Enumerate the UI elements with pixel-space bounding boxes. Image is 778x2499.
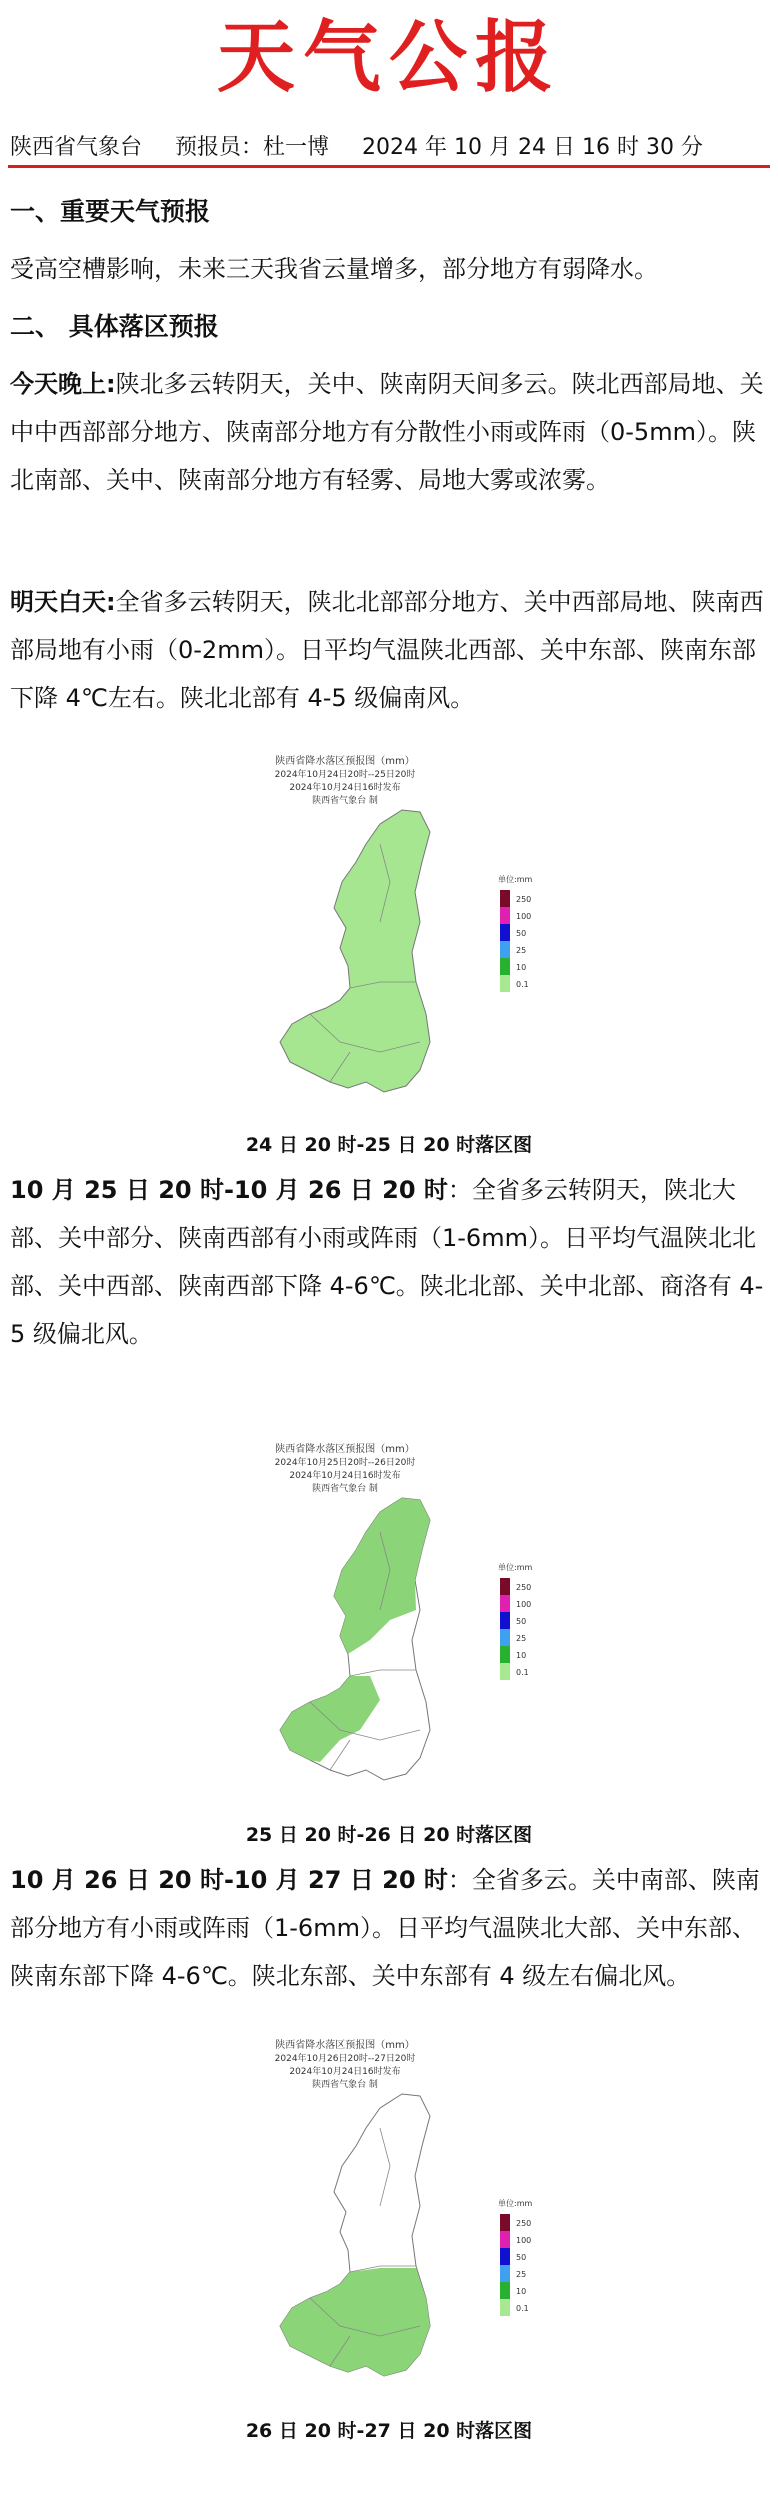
precip-map-2 — [230, 1440, 570, 1810]
map-2-maker: 陕西省气象台 制 — [312, 1484, 378, 1494]
map-2-period: 2024年10月25日20时--26日20时 — [274, 1458, 416, 1468]
legend-swatch-25 — [500, 941, 510, 958]
day2-text: ：全省多云转阴天，陕北大部、关中部分、陕南西部有小雨或阵雨（1-6mm）。日平均气温陕北北部、关中西部、陕南西部下降 4-6℃。陕北北部、关中北部、商洛有 4-5 级偏北风。 — [10, 1176, 764, 1348]
legend-swatch-25 — [500, 1629, 510, 1646]
legend-label: 10 — [516, 963, 527, 972]
legend-swatch-50 — [500, 1612, 510, 1629]
map-2-issued: 2024年10月24日16时发布 — [289, 1471, 401, 1481]
legend-label: 50 — [516, 2253, 527, 2262]
legend-swatch-250 — [500, 1578, 510, 1595]
day3-text: ：全省多云。关中南部、陕南部分地方有小雨或阵雨（1-6mm）。日平均气温陕北大部、关中东部、陕南东部下降 4-6℃。陕北东部、关中东部有 4 级左右偏北风。 — [10, 1866, 760, 1990]
section-1-text: 受高空槽影响，未来三天我省云量增多，部分地方有弱降水。 — [10, 255, 658, 283]
bulletin-header — [10, 134, 768, 162]
precip-map-3-figure — [230, 2036, 570, 2406]
legend-swatch-0-1 — [500, 975, 510, 992]
agency-name: 陕西省气象台 — [10, 135, 143, 160]
precip-map-1 — [230, 752, 570, 1122]
legend-label: 10 — [516, 2287, 527, 2296]
legend-swatch-0-1 — [500, 2299, 510, 2316]
legend-swatch-100 — [500, 2231, 510, 2248]
forecaster-name: 预报员：杜一博 — [175, 135, 330, 160]
tonight-text: 陕北多云转阴天，关中、陕南阴天间多云。陕北西部局地、关中中西部部分地方、陕南部分地方有分散性小雨或阵雨（0-5mm）。陕北南部、关中、陕南部分地方有轻雾、局地大雾或浓雾。 — [10, 370, 764, 494]
legend-label: 25 — [516, 946, 527, 955]
legend-swatch-10 — [500, 1646, 510, 1663]
map-3-maker: 陕西省气象台 制 — [312, 2080, 378, 2090]
map-1-maker: 陕西省气象台 制 — [312, 796, 378, 806]
precip-map-2-figure — [230, 1440, 570, 1810]
legend-label: 10 — [516, 1651, 527, 1660]
map-1-title: 陕西省降水落区预报图（mm） — [275, 756, 415, 767]
legend-label: 250 — [516, 2219, 532, 2228]
map-1-period: 2024年10月24日20时--25日20时 — [274, 770, 416, 780]
tomorrow-lead: 明天白天: — [10, 588, 116, 616]
legend-swatch-10 — [500, 2282, 510, 2299]
legend-label: 50 — [516, 929, 527, 938]
legend-swatch-250 — [500, 2214, 510, 2231]
legend-swatch-100 — [500, 1595, 510, 1612]
legend-swatch-25 — [500, 2265, 510, 2282]
map-2-title: 陕西省降水落区预报图（mm） — [275, 1444, 415, 1455]
legend-swatch-50 — [500, 2248, 510, 2265]
map-2-caption: 25 日 20 时-26 日 20 时落区图 — [245, 1824, 533, 1846]
map-3-legend-unit: 单位:mm — [498, 2199, 533, 2208]
legend-label: 250 — [516, 895, 532, 904]
map-2-legend — [498, 1562, 532, 1680]
tomorrow-forecast — [10, 578, 768, 722]
tonight-lead: 今天晚上: — [10, 370, 116, 398]
map-3-legend — [498, 2198, 532, 2316]
legend-label: 100 — [516, 2236, 532, 2245]
legend-label: 0.1 — [516, 980, 529, 989]
rain-area-south — [280, 2268, 430, 2376]
legend-swatch-100 — [500, 907, 510, 924]
legend-label: 100 — [516, 912, 532, 921]
bulletin-title: 天气公报 — [216, 12, 561, 103]
legend-swatch-50 — [500, 924, 510, 941]
legend-label: 0.1 — [516, 2304, 529, 2313]
shaanxi-province-map — [280, 810, 430, 1092]
precip-map-3 — [230, 2036, 570, 2406]
section-1-heading: 一、重要天气预报 — [10, 197, 211, 226]
issue-time: 2024 年 10 月 24 日 16 时 30 分 — [362, 135, 703, 160]
map-1-caption: 24 日 20 时-25 日 20 时落区图 — [245, 1134, 533, 1156]
legend-swatch-250 — [500, 890, 510, 907]
map-3-period: 2024年10月26日20时--27日20时 — [274, 2054, 416, 2064]
map-3-issued: 2024年10月24日16时发布 — [289, 2067, 401, 2077]
legend-label: 0.1 — [516, 1668, 529, 1677]
header-divider — [8, 165, 770, 168]
legend-label: 25 — [516, 2270, 527, 2279]
legend-label: 250 — [516, 1583, 532, 1592]
map-3-caption: 26 日 20 时-27 日 20 时落区图 — [245, 2420, 533, 2442]
legend-swatch-0-1 — [500, 1663, 510, 1680]
tomorrow-text: 全省多云转阴天，陕北北部部分地方、关中西部局地、陕南西部局地有小雨（0-2mm）。日平均气温陕北西部、关中东部、陕南东部下降 4℃左右。陕北北部有 4-5 级偏南风。 — [10, 588, 764, 712]
precip-map-1-figure — [230, 752, 570, 1122]
legend-label: 100 — [516, 1600, 532, 1609]
day3-forecast — [10, 1856, 768, 2000]
legend-label: 25 — [516, 1634, 527, 1643]
map-1-issued: 2024年10月24日16时发布 — [289, 783, 401, 793]
section-2-heading: 二、 具体落区预报 — [10, 312, 219, 341]
day2-lead: 10 月 25 日 20 时-10 月 26 日 20 时 — [10, 1176, 448, 1204]
map-1-legend-unit: 单位:mm — [498, 875, 533, 884]
tonight-forecast — [10, 360, 768, 504]
day2-forecast — [10, 1166, 768, 1358]
map-1-legend — [498, 874, 532, 992]
day3-lead: 10 月 26 日 20 时-10 月 27 日 20 时 — [10, 1866, 448, 1894]
map-3-title: 陕西省降水落区预报图（mm） — [275, 2040, 415, 2051]
legend-swatch-10 — [500, 958, 510, 975]
map-2-legend-unit: 单位:mm — [498, 1563, 533, 1572]
legend-label: 50 — [516, 1617, 527, 1626]
